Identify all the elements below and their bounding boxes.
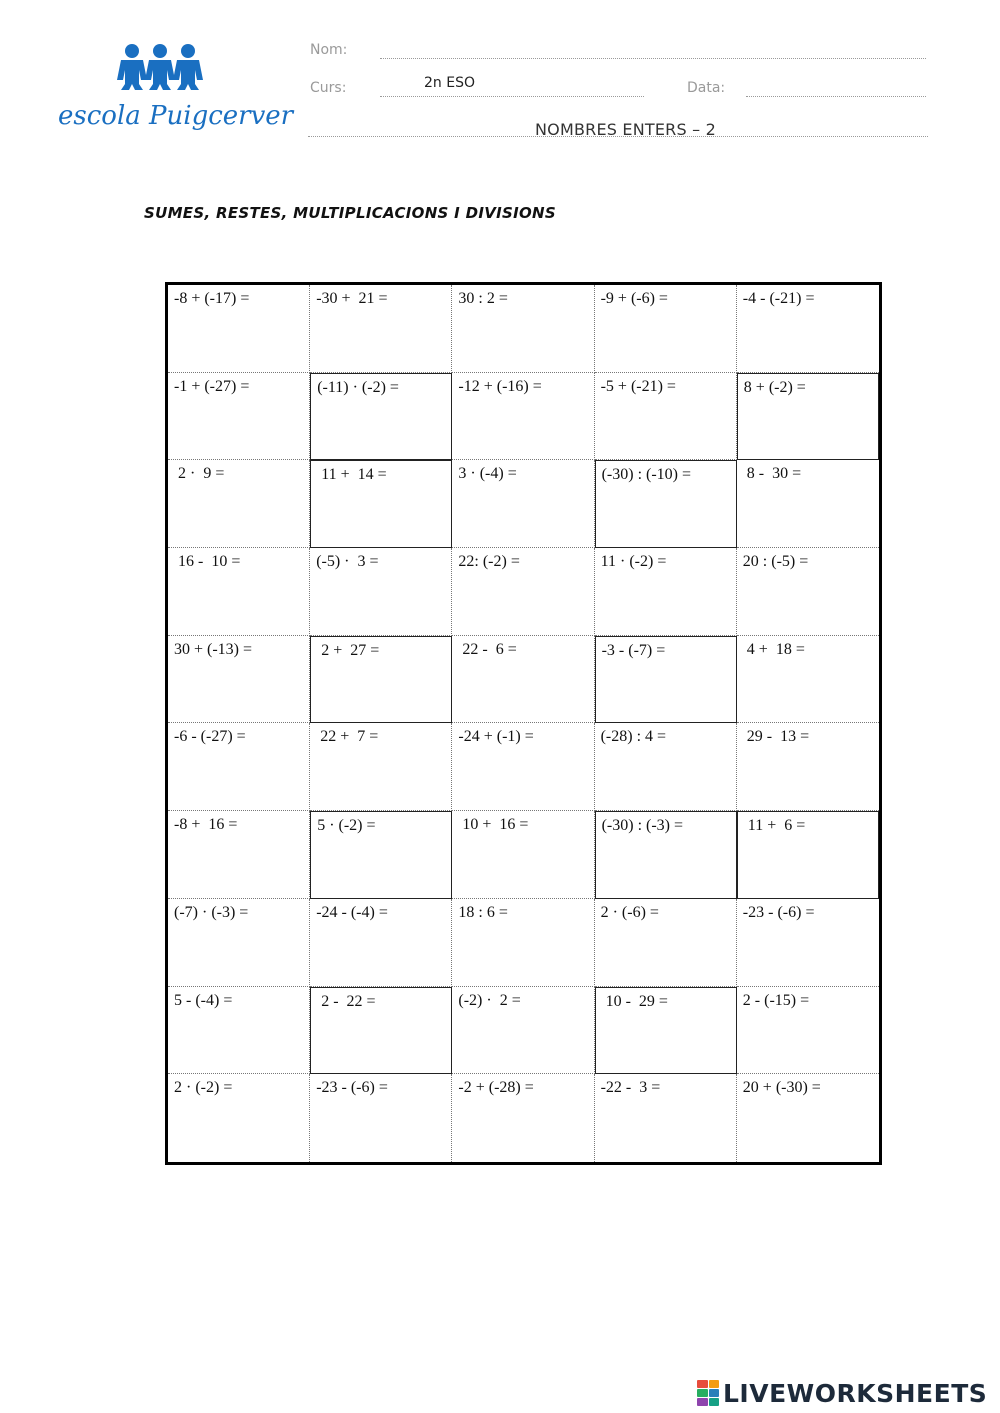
exercise-cell[interactable]: -4 - (-21) =	[737, 285, 879, 373]
exercise-cell[interactable]: 11 + 6 =	[737, 811, 879, 899]
exercise-cell[interactable]: 22: (-2) =	[452, 548, 594, 636]
exercise-cell[interactable]: -3 - (-7) =	[595, 636, 737, 724]
date-label: Data:	[687, 80, 726, 96]
school-logo	[58, 42, 294, 142]
exercise-cell[interactable]: 22 - 6 =	[452, 636, 594, 724]
badge-square	[709, 1389, 720, 1397]
document-title: NOMBRES ENTERS – 2	[535, 120, 716, 139]
course-field[interactable]	[380, 96, 644, 97]
course-label: Curs:	[310, 80, 347, 96]
exercise-cell[interactable]: 18 : 6 =	[452, 899, 594, 987]
exercise-cell[interactable]: (-5) · 3 =	[310, 548, 452, 636]
exercise-cell[interactable]: 2 + 27 =	[310, 636, 452, 724]
section-title: SUMES, RESTES, MULTIPLICACIONS I DIVISIONS	[144, 204, 557, 222]
exercise-cell[interactable]: -8 + (-17) =	[168, 285, 310, 373]
exercise-cell[interactable]: -22 - 3 =	[595, 1074, 737, 1162]
exercise-cell[interactable]: 4 + 18 =	[737, 636, 879, 724]
course-value: 2n ESO	[424, 75, 475, 91]
exercise-cell[interactable]: 10 + 16 =	[452, 811, 594, 899]
exercise-cell[interactable]: 20 : (-5) =	[737, 548, 879, 636]
school-logo-text: escola Puigcerver	[58, 101, 294, 131]
exercise-cell[interactable]: (-30) : (-10) =	[595, 460, 737, 548]
badge-square	[709, 1398, 720, 1406]
badge-square	[697, 1389, 708, 1397]
exercise-cell[interactable]: (-28) : 4 =	[595, 723, 737, 811]
exercise-cell[interactable]: 30 + (-13) =	[168, 636, 310, 724]
exercise-cell[interactable]: 29 - 13 =	[737, 723, 879, 811]
badge-square	[709, 1380, 720, 1388]
exercise-grid	[165, 282, 882, 1165]
name-label: Nom:	[310, 42, 348, 58]
brand-name: LIVEWORKSHEETS	[723, 1378, 988, 1408]
exercise-cell[interactable]: -1 + (-27) =	[168, 373, 310, 461]
exercise-cell[interactable]: (-11) · (-2) =	[310, 373, 452, 461]
exercise-cell[interactable]: 30 : 2 =	[452, 285, 594, 373]
liveworksheets-logo-icon	[697, 1380, 719, 1406]
exercise-cell[interactable]: 20 + (-30) =	[742, 1079, 821, 1097]
exercise-cell[interactable]: -30 + 21 =	[310, 285, 452, 373]
exercise-cell[interactable]: 16 - 10 =	[168, 548, 310, 636]
exercise-cell[interactable]: (-7) · (-3) =	[168, 899, 310, 987]
exercise-cell[interactable]: (-30) : (-3) =	[595, 811, 737, 899]
badge-square	[697, 1380, 708, 1388]
exercise-cell[interactable]: 2 - (-15) =	[737, 987, 879, 1075]
exercise-cell[interactable]: 22 + 7 =	[310, 723, 452, 811]
exercise-cell[interactable]: -2 + (-28) =	[452, 1074, 594, 1162]
badge-square	[697, 1398, 708, 1406]
exercise-cell[interactable]: 10 - 29 =	[595, 987, 737, 1075]
exercise-cell[interactable]: 2 · (-6) =	[595, 899, 737, 987]
date-field[interactable]	[746, 96, 926, 97]
exercise-cell[interactable]: -5 + (-21) =	[595, 373, 737, 461]
exercise-cell[interactable]: -12 + (-16) =	[452, 373, 594, 461]
exercise-cell[interactable]: 2 - 22 =	[310, 987, 452, 1075]
exercise-cell[interactable]: 8 + (-2) =	[737, 373, 879, 461]
name-field[interactable]	[380, 58, 926, 59]
exercise-cell[interactable]: 2 · (-2) =	[168, 1074, 310, 1162]
exercise-cell[interactable]: -9 + (-6) =	[595, 285, 737, 373]
exercise-cell[interactable]: 5 · (-2) =	[310, 811, 452, 899]
liveworksheets-brand	[697, 1378, 987, 1408]
exercise-cell[interactable]: 11 · (-2) =	[595, 548, 737, 636]
exercise-cell[interactable]: 5 - (-4) =	[168, 987, 310, 1075]
exercise-cell[interactable]: 3 · (-4) =	[452, 460, 594, 548]
exercise-cell[interactable]: -8 + 16 =	[168, 811, 310, 899]
exercise-cell[interactable]: -23 - (-6) =	[737, 899, 879, 987]
exercise-cell[interactable]: 8 - 30 =	[737, 460, 879, 548]
exercise-cell[interactable]: -24 + (-1) =	[452, 723, 594, 811]
exercise-cell[interactable]: -6 - (-27) =	[168, 723, 310, 811]
school-logo-figures-icon	[58, 42, 294, 142]
exercise-cell[interactable]: -24 - (-4) =	[310, 899, 452, 987]
exercise-cell[interactable]: -23 - (-6) =	[310, 1074, 452, 1162]
exercise-cell[interactable]: 2 · 9 =	[168, 460, 310, 548]
exercise-cell[interactable]: (-2) · 2 =	[452, 987, 594, 1075]
exercise-cell[interactable]: 11 + 14 =	[310, 460, 452, 548]
